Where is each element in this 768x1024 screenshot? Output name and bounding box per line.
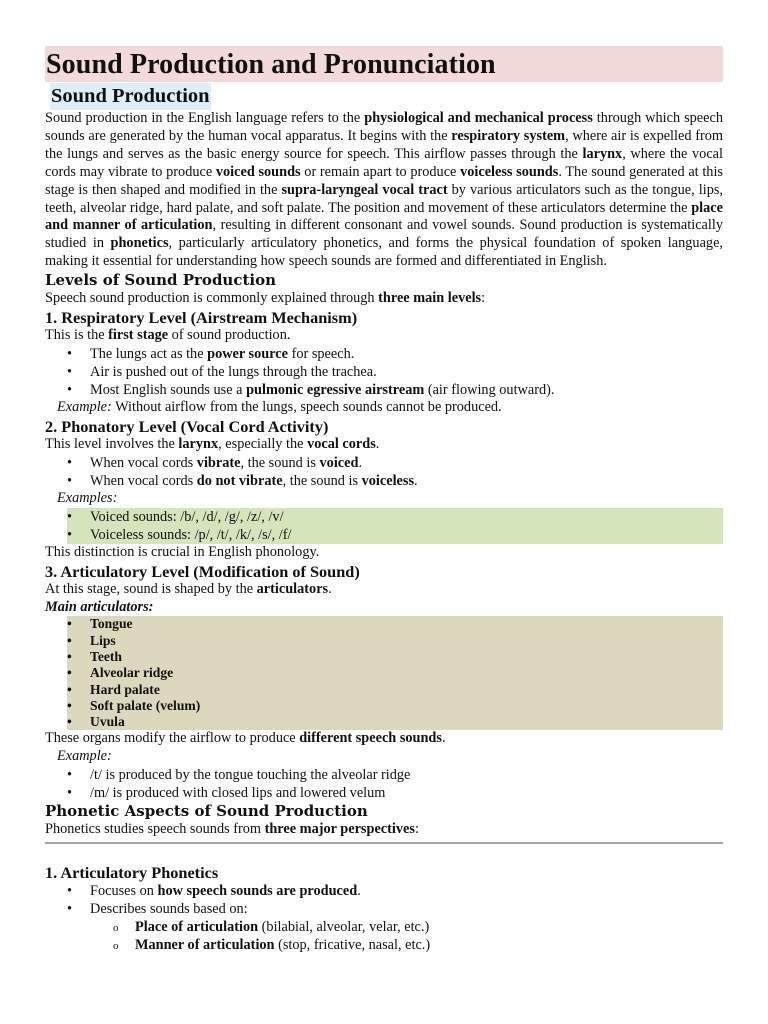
text-run: , the sound is: [282, 472, 362, 489]
list-item: • Soft palate (velum): [67, 698, 723, 714]
text-run: .: [375, 435, 380, 452]
text-run: , especially the: [218, 435, 308, 452]
example-label: Example:: [57, 398, 112, 415]
text-run: (stop, fricative, nasal, etc.): [274, 937, 431, 954]
document-page: [45, 46, 723, 954]
text-run: Phonetics studies speech sounds from: [45, 821, 265, 838]
bold-text: place and manner of articulation: [45, 199, 723, 234]
list-item: • Voiceless sounds: /p/, /t/, /k/, /s/, /f/: [67, 526, 723, 544]
bold-text: vocal cords: [307, 435, 376, 452]
level1-intro: [45, 327, 723, 345]
main-articulators-label: Main articulators:: [45, 598, 154, 615]
bold-text: voiced sounds: [215, 163, 301, 180]
level1-bullets: [45, 345, 723, 399]
level2-examples-label: [45, 490, 723, 508]
bold-text: different speech sounds: [299, 730, 442, 747]
bold-text: respiratory system: [451, 127, 566, 144]
text-run: , resulting in different consonant and vowel sounds. Sound production is systematically studied in: [45, 217, 723, 252]
list-item: • Tongue: [67, 616, 723, 632]
articulatory-phonetics-heading: 1. Articulatory Phonetics: [45, 863, 219, 883]
text-run: .: [414, 472, 418, 489]
text-run: At this stage, sound is shaped by the: [45, 580, 257, 597]
text-run: When vocal cords: [90, 454, 197, 471]
bold-text: voiced: [319, 454, 359, 471]
level1-heading: 1. Respiratory Level (Airstream Mechanism): [45, 308, 358, 328]
text-run: .: [357, 883, 361, 900]
text-run: , where the vocal cords may vibrate to produce: [45, 145, 723, 180]
bold-text: larynx: [178, 435, 219, 452]
level3-examples: [45, 766, 723, 802]
levels-intro: [45, 290, 723, 308]
bold-text: larynx: [582, 145, 623, 162]
text-run: by various articulators such as the tongue, lips, teeth, alveolar ridge, hard palate, and soft palate. The position and movement of these articulators determine the: [45, 181, 723, 216]
phonetic-aspects-heading: Phonetic Aspects of Sound Production: [45, 802, 368, 821]
bold-text: pulmonic egressive airstream: [246, 381, 425, 398]
level3-heading: 3. Articulatory Level (Modification of Sound): [45, 561, 360, 581]
articulatory-bullets: [45, 882, 723, 918]
level2-bullets: [45, 454, 723, 490]
list-item: [45, 381, 723, 399]
text-run: Most English sounds use a: [90, 381, 247, 398]
text-run: .: [358, 454, 363, 471]
text-run: Sound production in the English language refers to the: [45, 110, 365, 126]
bold-text: three major perspectives: [264, 821, 415, 838]
articulators-list: [67, 616, 723, 730]
bold-text: voiceless sounds: [460, 163, 559, 180]
list-item: • Uvula: [67, 714, 723, 730]
text-run: or remain apart to produce: [300, 163, 461, 180]
list-item: [45, 472, 723, 490]
list-item: • /t/ is produced by the tongue touching the alveolar ridge: [45, 766, 723, 784]
text-run: Air is pushed out of the lungs through the trachea.: [90, 363, 377, 380]
voiced-voiceless-examples: [67, 508, 723, 544]
text-run: , the sound is: [240, 454, 320, 471]
bold-text: phonetics: [110, 235, 169, 252]
bold-text: Place of articulation: [135, 919, 259, 936]
list-item: [45, 345, 723, 363]
text-run: Describes sounds based on:: [90, 901, 248, 918]
bold-text: Manner of articulation: [135, 937, 275, 954]
text-run: The lungs act as the: [90, 345, 208, 362]
text-run: Focuses on: [90, 883, 158, 900]
text-run: , where air is expelled from the lungs and serves as the basic energy source for speech. This airflow passes through the: [45, 127, 724, 162]
bold-text: how speech sounds are produced: [157, 883, 358, 900]
text-run: . The sound generated at this stage is then shaped and modified in the: [45, 163, 723, 198]
list-item: • Alveolar ridge: [67, 665, 723, 681]
intro-paragraph: [45, 110, 723, 271]
text-run: When vocal cords: [90, 472, 197, 489]
text-run: through which speech sounds are generated by the human vocal apparatus. It begins with the: [45, 110, 723, 144]
example-text: Without airflow from the lungs, speech sounds cannot be produced.: [111, 398, 502, 415]
levels-heading: Levels of Sound Production: [45, 271, 277, 290]
level3-intro: [45, 581, 723, 599]
list-item: [45, 882, 723, 900]
level2-heading: 2. Phonatory Level (Vocal Cord Activity): [45, 416, 329, 436]
text-run: :: [481, 290, 486, 307]
bold-text: three main levels: [378, 290, 482, 307]
page-title: Sound Production and Pronunciation: [45, 46, 723, 82]
text-run: :: [414, 821, 419, 838]
bold-text: power source: [207, 345, 288, 362]
text-run: This level involves the: [45, 435, 179, 452]
level3-after: [45, 730, 723, 748]
text-run: (bilabial, alveolar, velar, etc.): [258, 919, 430, 936]
section-heading-sound-production: Sound Production: [50, 83, 211, 110]
list-item: [45, 918, 723, 936]
list-item: [45, 936, 723, 954]
bold-text: voiceless: [361, 472, 415, 489]
list-item: • Voiced sounds: /b/, /d/, /g/, /z/, /v/: [67, 508, 723, 526]
bold-text: articulators: [256, 580, 329, 597]
text-run: (air flowing outward).: [424, 381, 555, 398]
list-item: [45, 454, 723, 472]
bold-text: do not vibrate: [196, 472, 283, 489]
list-item: • Teeth: [67, 649, 723, 665]
level3-example-label: [45, 748, 723, 766]
phonetic-aspects-intro: [45, 821, 723, 839]
bold-text: physiological and mechanical process: [364, 110, 593, 126]
bold-text: first stage: [108, 327, 169, 344]
text-run: Speech sound production is commonly explained through: [45, 290, 379, 307]
list-item: [45, 900, 723, 918]
text-run: , particularly articulatory phonetics, and forms the physical foundation of spoken language, making it essential for understanding how speech sounds are formed and differentiated in English.: [45, 235, 723, 270]
articulatory-subbullets: [45, 918, 723, 954]
example-label: Example:: [57, 748, 112, 765]
text-run: These organs modify the airflow to produce: [45, 730, 300, 747]
examples-label: Examples:: [57, 489, 118, 506]
level2-intro: [45, 436, 723, 454]
list-item: • Hard palate: [67, 682, 723, 698]
text-run: .: [441, 730, 446, 747]
level1-example: [45, 399, 723, 417]
bold-text: vibrate: [196, 454, 241, 471]
text-run: of sound production.: [168, 327, 291, 344]
list-item: • /m/ is produced with closed lips and lowered velum: [45, 784, 723, 802]
text-run: .: [328, 580, 332, 597]
level2-closing: This distinction is crucial in English phonology.: [45, 543, 320, 560]
list-item: • Lips: [67, 633, 723, 649]
text-run: for speech.: [288, 345, 355, 362]
list-item: [45, 363, 723, 381]
text-run: This is the: [45, 327, 109, 344]
bold-text: supra-laryngeal vocal tract: [281, 181, 448, 198]
